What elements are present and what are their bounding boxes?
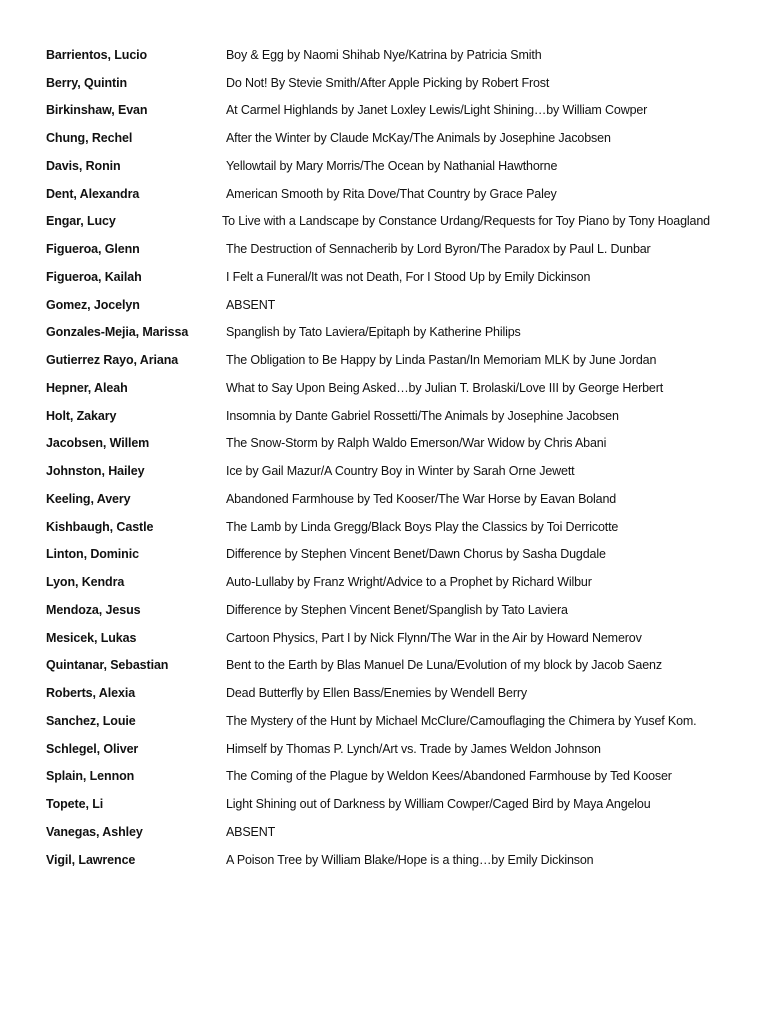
roster-row (0, 818, 768, 846)
poem-assignment: Himself by Thomas P. Lynch/Art vs. Trade by James Weldon Johnson (226, 741, 601, 756)
roster-row (0, 541, 768, 569)
roster-row (0, 596, 768, 624)
student-name: Gutierrez Rayo, Ariana (46, 353, 179, 368)
poem-assignment: The Destruction of Sennacherib by Lord Byron/The Paradox by Paul L. Dunbar (226, 242, 651, 257)
poem-assignment: American Smooth by Rita Dove/That Country by Grace Paley (226, 186, 557, 201)
roster-row (0, 430, 768, 458)
roster-row (0, 485, 768, 513)
roster-row (0, 208, 768, 236)
roster-row (0, 790, 768, 818)
poem-assignment: ABSENT (226, 824, 276, 839)
poem-assignment: The Coming of the Plague by Weldon Kees/Abandoned Farmhouse by Ted Kooser (226, 769, 672, 784)
poem-assignment: Difference by Stephen Vincent Benet/Spanglish by Tato Laviera (226, 602, 568, 617)
poem-assignment: I Felt a Funeral/It was not Death, For I Stood Up by Emily Dickinson (226, 269, 591, 284)
poem-assignment: Spanglish by Tato Laviera/Epitaph by Katherine Philips (226, 325, 521, 340)
poem-assignment: The Obligation to Be Happy by Linda Pastan/In Memoriam MLK by June Jordan (226, 353, 657, 368)
student-name: Chung, Rechel (46, 131, 133, 146)
student-name: Barrientos, Lucio (46, 47, 148, 62)
roster-row (0, 374, 768, 402)
student-name: Figueroa, Glenn (46, 242, 140, 257)
roster-row (0, 402, 768, 430)
poem-assignment: Light Shining out of Darkness by William Cowper/Caged Bird by Maya Angelou (226, 797, 651, 812)
poem-assignment: Yellowtail by Mary Morris/The Ocean by Nathanial Hawthorne (226, 158, 558, 173)
roster-row (0, 152, 768, 180)
roster-row (0, 763, 768, 791)
poem-assignment: Auto-Lullaby by Franz Wright/Advice to a Prophet by Richard Wilbur (226, 575, 592, 590)
student-name: Davis, Ronin (46, 158, 121, 173)
student-name: Sanchez, Louie (46, 713, 136, 728)
poem-assignment: Cartoon Physics, Part I by Nick Flynn/The War in the Air by Howard Nemerov (226, 630, 642, 645)
poem-assignment: Boy & Egg by Naomi Shihab Nye/Katrina by Patricia Smith (226, 47, 542, 62)
poem-assignment: Dead Butterfly by Ellen Bass/Enemies by Wendell Berry (226, 686, 527, 701)
student-name: Berry, Quintin (46, 75, 128, 90)
student-name: Kishbaugh, Castle (46, 519, 154, 534)
poem-assignment: Ice by Gail Mazur/A Country Boy in Winter by Sarah Orne Jewett (226, 464, 575, 479)
student-name: Keeling, Avery (46, 491, 131, 506)
roster-row (0, 735, 768, 763)
roster-row (0, 346, 768, 374)
student-name: Hepner, Aleah (46, 380, 128, 395)
student-name: Gonzales-Mejia, Marissa (46, 325, 189, 340)
roster-row (0, 679, 768, 707)
student-name: Quintanar, Sebastian (46, 658, 169, 673)
roster-row (0, 263, 768, 291)
student-name: Figueroa, Kailah (46, 269, 142, 284)
roster-row (0, 41, 768, 69)
poem-assignment: At Carmel Highlands by Janet Loxley Lewis/Light Shining…by William Cowper (226, 103, 648, 118)
roster-row (0, 124, 768, 152)
roster-row (0, 513, 768, 541)
roster-row (0, 319, 768, 347)
student-name: Roberts, Alexia (46, 686, 136, 701)
poem-assignment: Insomnia by Dante Gabriel Rossetti/The Animals by Josephine Jacobsen (226, 408, 619, 423)
student-name: Dent, Alexandra (46, 186, 140, 201)
student-name: Vigil, Lawrence (46, 852, 136, 867)
poem-assignment: After the Winter by Claude McKay/The Animals by Josephine Jacobsen (226, 131, 611, 146)
roster-row (0, 707, 768, 735)
poem-assignment: Bent to the Earth by Blas Manuel De Luna/Evolution of my block by Jacob Saenz (226, 658, 662, 673)
poem-assignment: A Poison Tree by William Blake/Hope is a thing…by Emily Dickinson (226, 852, 594, 867)
poem-assignment: The Lamb by Linda Gregg/Black Boys Play the Classics by Toi Derricotte (226, 519, 619, 534)
student-name: Gomez, Jocelyn (46, 297, 140, 312)
roster-row (0, 291, 768, 319)
student-name: Splain, Lennon (46, 769, 135, 784)
roster-list (0, 41, 768, 874)
roster-row (0, 457, 768, 485)
roster-row (0, 97, 768, 125)
roster-row (0, 846, 768, 874)
student-name: Mesicek, Lukas (46, 630, 137, 645)
roster-row (0, 568, 768, 596)
student-name: Linton, Dominic (46, 547, 139, 562)
student-name: Birkinshaw, Evan (46, 103, 148, 118)
student-name: Jacobsen, Willem (46, 436, 150, 451)
roster-row (0, 652, 768, 680)
student-name: Mendoza, Jesus (46, 602, 141, 617)
student-name: Topete, Li (46, 797, 104, 812)
poem-assignment: ABSENT (226, 297, 276, 312)
student-name: Holt, Zakary (46, 408, 117, 423)
poem-assignment: The Mystery of the Hunt by Michael McClure/Camouflaging the Chimera by Yusef Kom. (226, 713, 697, 728)
student-name: Schlegel, Oliver (46, 741, 139, 756)
poem-assignment: The Snow-Storm by Ralph Waldo Emerson/War Widow by Chris Abani (226, 436, 607, 451)
poem-assignment: What to Say Upon Being Asked…by Julian T. Brolaski/Love III by George Herbert (226, 380, 664, 395)
student-name: Lyon, Kendra (46, 575, 125, 590)
poem-assignment: Do Not! By Stevie Smith/After Apple Picking by Robert Frost (226, 75, 550, 90)
poem-assignment: Abandoned Farmhouse by Ted Kooser/The War Horse by Eavan Boland (226, 491, 617, 506)
roster-row (0, 180, 768, 208)
student-name: Vanegas, Ashley (46, 824, 143, 839)
poem-assignment: Difference by Stephen Vincent Benet/Dawn Chorus by Sasha Dugdale (226, 547, 606, 562)
roster-row (0, 69, 768, 97)
student-name: Engar, Lucy (46, 214, 116, 229)
roster-row (0, 624, 768, 652)
student-name: Johnston, Hailey (46, 464, 145, 479)
poem-assignment: To Live with a Landscape by Constance Urdang/Requests for Toy Piano by Tony Hoagland (222, 214, 710, 229)
roster-row (0, 235, 768, 263)
